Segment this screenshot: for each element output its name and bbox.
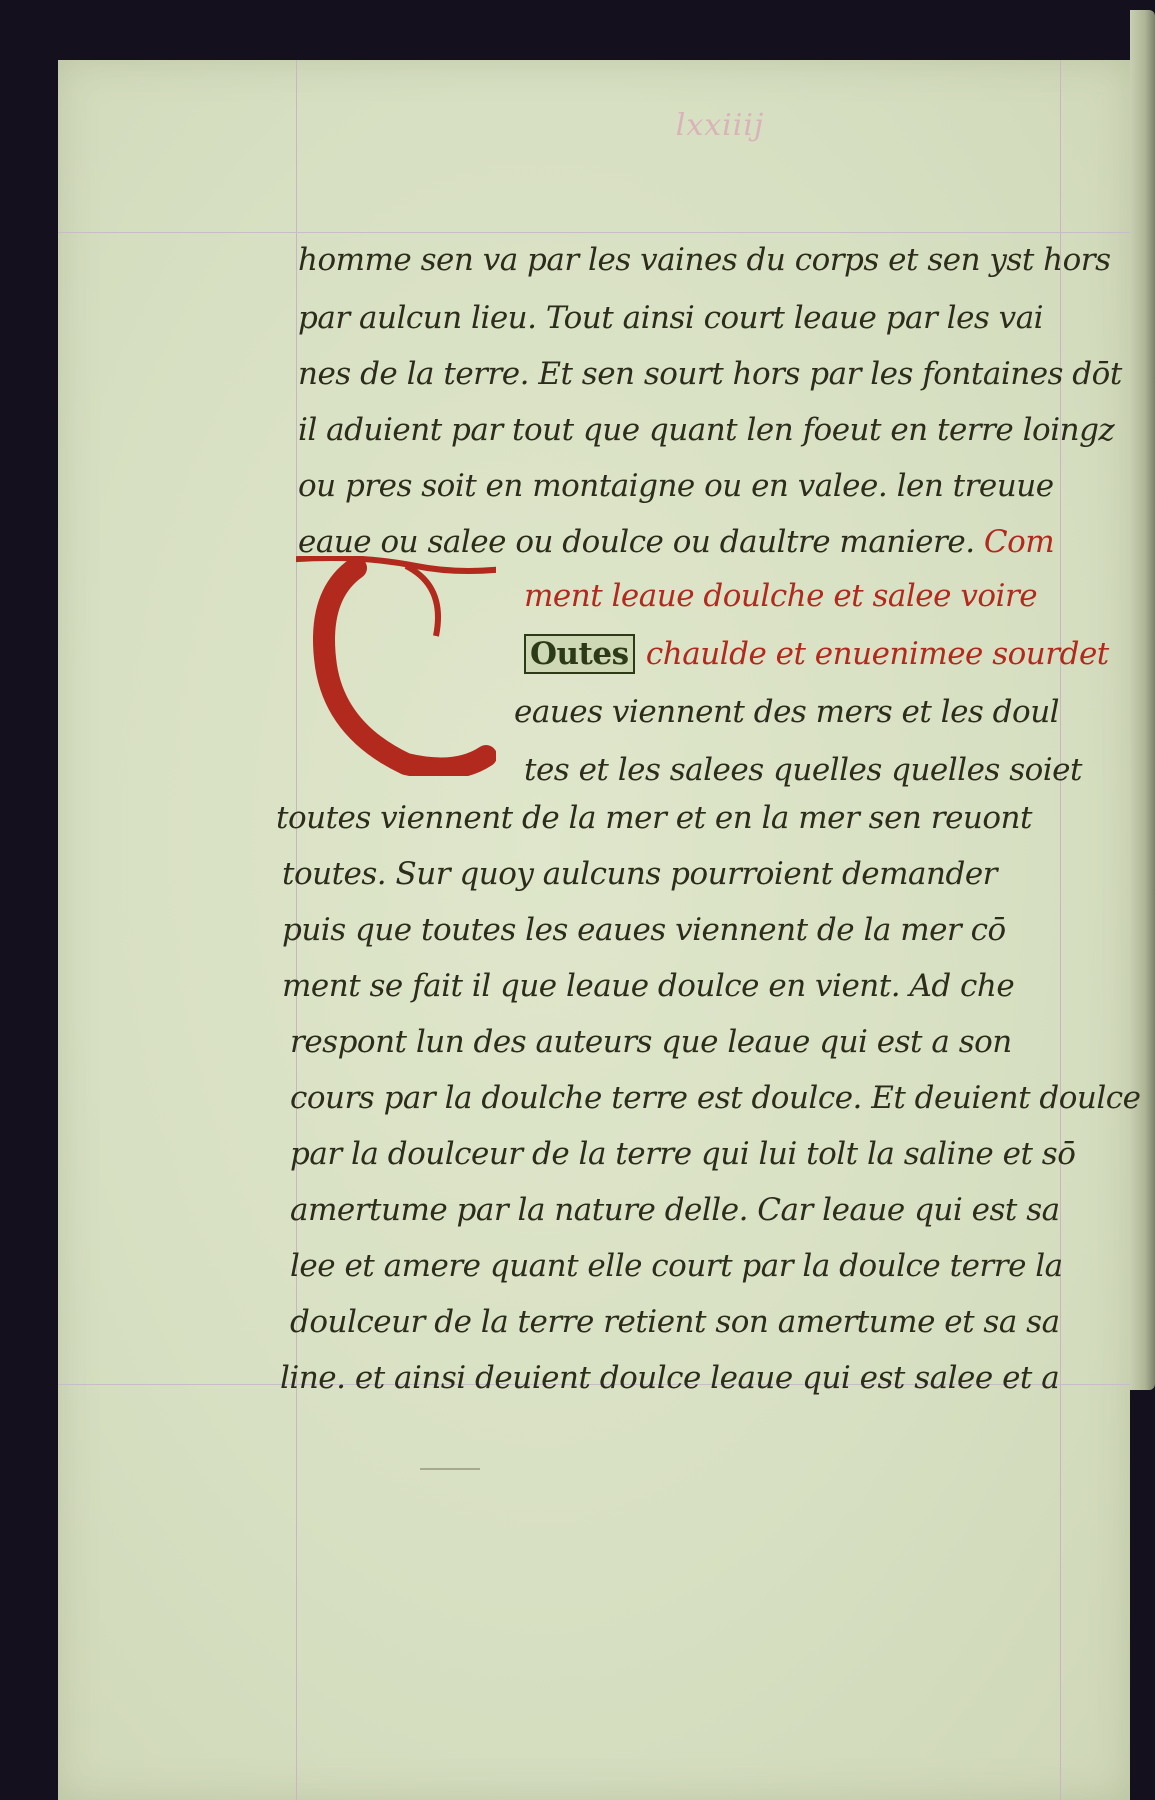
- paragraph-line-13: doulceur de la terre retient son amertume et sa sa: [290, 1304, 1060, 1340]
- folio-number: lxxiiij: [675, 108, 765, 143]
- text-line-3: nes de la terre. Et sen sourt hors par les fontaines dōt: [298, 356, 1122, 392]
- paragraph-line-5-start: toutes.: [282, 856, 387, 892]
- paragraph-line-2: eaues viennent des mers et les doul: [514, 694, 1060, 730]
- initial-stroke: [406, 566, 438, 636]
- initial-letter: T: [426, 680, 453, 726]
- rubric-line-1: ment leaue doulche et salee voire: [524, 578, 1038, 614]
- paragraph-line-11-rest: Car leaue qui est sa: [757, 1192, 1060, 1228]
- paragraph-line-3: tes et les salees quelles quelles soiet: [524, 752, 1082, 788]
- ink-mark: [420, 1468, 480, 1470]
- text-line-6-text: eaue ou salee ou doulce ou daultre maniere.: [298, 524, 975, 560]
- paragraph-line-1: [524, 626, 1109, 682]
- paragraph-line-7-rest: Ad che: [909, 968, 1015, 1004]
- text-line-4: il aduient par tout que quant len foeut en terre loingz: [298, 412, 1115, 448]
- paragraph-line-12: lee et amere quant elle court par la doulce terre la: [290, 1248, 1063, 1284]
- paragraph-line-14: line. et ainsi deuient doulce leaue qui est salee et a: [280, 1360, 1060, 1396]
- initial-crossbar: [296, 558, 496, 571]
- paragraph-line-5: [282, 846, 997, 902]
- page-edge: [1130, 10, 1155, 1390]
- rubric-start: Com: [983, 524, 1055, 560]
- paragraph-line-9: cours par la doulche terre est doulce. Et deuient doulce: [290, 1080, 1141, 1116]
- text-line-2: [298, 290, 1043, 346]
- paragraph-lead-word: Outes: [530, 636, 629, 672]
- paragraph-rubric: chaulde et enuenimee sourdet: [645, 636, 1109, 672]
- text-line-2-start: par aulcun lieu.: [298, 300, 537, 336]
- paragraph-line-7-start: ment se fait il que leaue doulce en vient.: [282, 968, 901, 1004]
- initial-bowl: [324, 568, 486, 769]
- ruling-right: [1060, 60, 1061, 1800]
- paragraph-line-4: toutes viennent de la mer et en la mer sen reuont: [276, 800, 1032, 836]
- paragraph-line-7: [282, 958, 1014, 1014]
- small-initial-t: [524, 634, 635, 674]
- text-line-1: homme sen va par les vaines du corps et sen yst hors: [298, 242, 1111, 278]
- text-line-5: ou pres soit en montaigne ou en valee. len treuue: [298, 468, 1054, 504]
- paragraph-line-11: [290, 1182, 1060, 1238]
- paragraph-line-11-start: amertume par la nature delle.: [290, 1192, 748, 1228]
- paragraph-line-6: puis que toutes les eaues viennent de la mer cō: [282, 912, 1006, 948]
- paragraph-line-5-rest: Sur quoy aulcuns pourroient demander: [395, 856, 998, 892]
- paragraph-line-8: respont lun des auteurs que leaue qui est a son: [290, 1024, 1012, 1060]
- text-line-2-rest: Tout ainsi court leaue par les vai: [545, 300, 1044, 336]
- paragraph-line-10: par la doulceur de la terre qui lui tolt la saline et sō: [290, 1136, 1076, 1172]
- decorated-initial: [296, 556, 496, 776]
